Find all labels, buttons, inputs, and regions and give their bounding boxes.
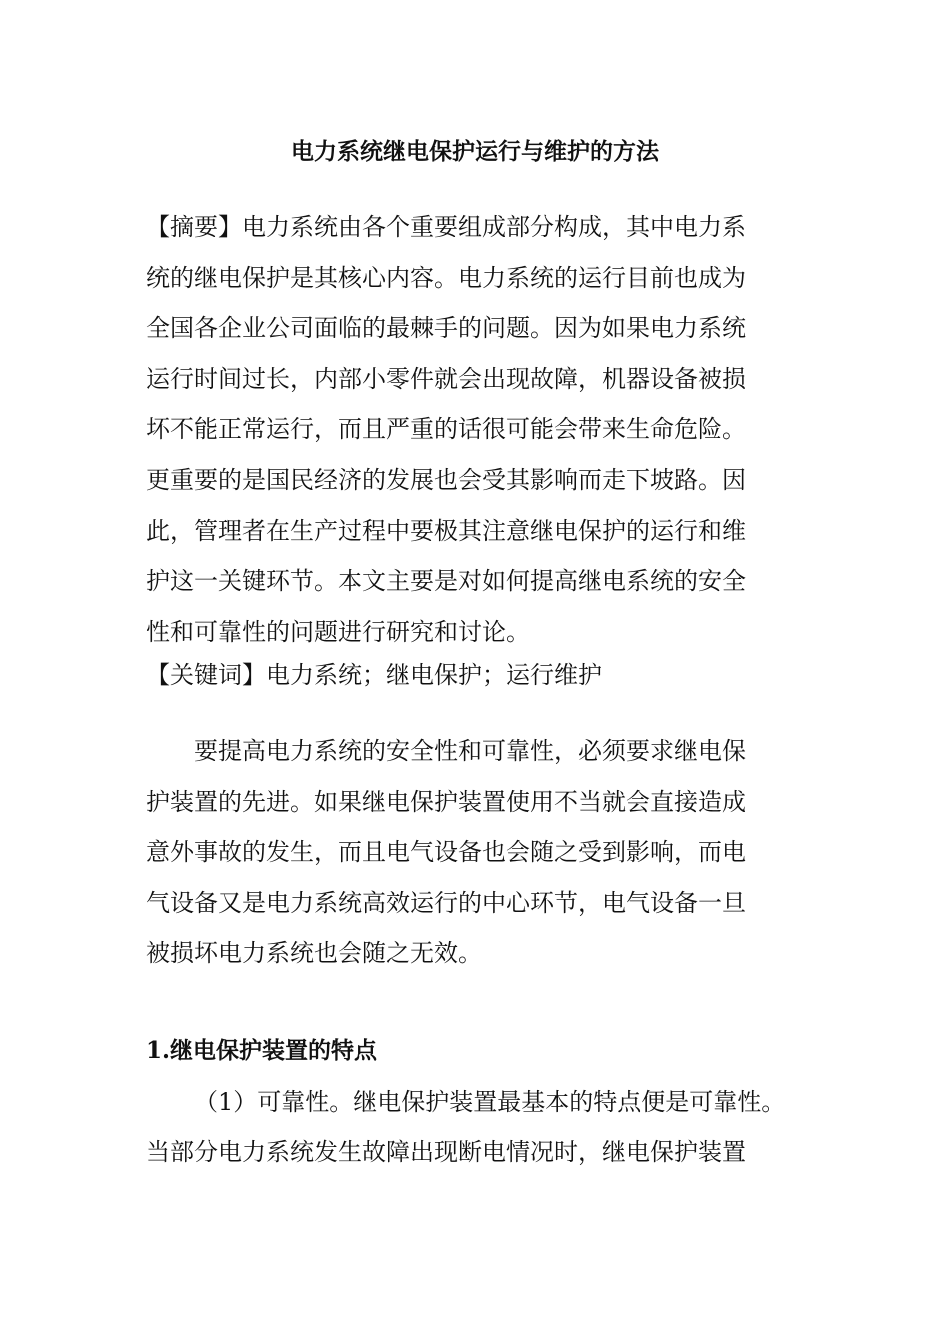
keywords-line xyxy=(146,650,816,701)
section-1 xyxy=(146,1026,816,1178)
intro-line-4: 气设备又是电力系统高效运行的中心环节，电气设备一旦 xyxy=(146,888,746,917)
section-1-heading: 1.继电保护装置的特点 xyxy=(146,1037,378,1064)
abstract-text-1: 电力系统由各个重要组成部分构成，其中电力系 xyxy=(242,213,746,241)
abstract-line-5: 坏不能正常运行，而且严重的话很可能会带来生命危险。 xyxy=(146,415,746,444)
section-1-line-1: （1）可靠性。继电保护装置最基本的特点便是可靠性。 xyxy=(194,1087,786,1116)
intro-line-5: 被损坏电力系统也会随之无效。 xyxy=(146,939,482,968)
abstract-line-8: 护这一关键环节。本文主要是对如何提高继电系统的安全 xyxy=(146,567,746,596)
intro-line-3: 意外事故的发生，而且电气设备也会随之受到影响，而电 xyxy=(146,838,746,867)
keywords-label: 【关键词】 xyxy=(146,661,266,689)
keywords-section xyxy=(146,650,816,701)
abstract-line-7: 此，管理者在生产过程中要极其注意继电保护的运行和维 xyxy=(146,516,746,545)
abstract-line-9: 性和可靠性的问题进行研究和讨论。 xyxy=(146,617,530,646)
keywords-text: 电力系统；继电保护；运行维护 xyxy=(266,661,602,689)
section-1-line-2: 当部分电力系统发生故障出现断电情况时，继电保护装置 xyxy=(146,1138,746,1167)
abstract-line-2: 统的继电保护是其核心内容。电力系统的运行目前也成为 xyxy=(146,263,746,292)
abstract-line-6: 更重要的是国民经济的发展也会受其影响而走下坡路。因 xyxy=(146,465,746,494)
intro-paragraph xyxy=(146,726,816,979)
abstract-line-4: 运行时间过长，内部小零件就会出现故障，机器设备被损 xyxy=(146,364,746,393)
document-title: 电力系统继电保护运行与维护的方法 xyxy=(291,138,659,165)
abstract-line-3: 全国各企业公司面临的最棘手的问题。因为如果电力系统 xyxy=(146,314,746,343)
abstract-section xyxy=(146,202,816,657)
intro-line-1: 要提高电力系统的安全性和可靠性，必须要求继电保 xyxy=(194,737,746,765)
intro-line-2: 护装置的先进。如果继电保护装置使用不当就会直接造成 xyxy=(146,787,746,816)
abstract-label: 【摘要】 xyxy=(146,213,242,241)
abstract-line-1 xyxy=(146,202,816,253)
